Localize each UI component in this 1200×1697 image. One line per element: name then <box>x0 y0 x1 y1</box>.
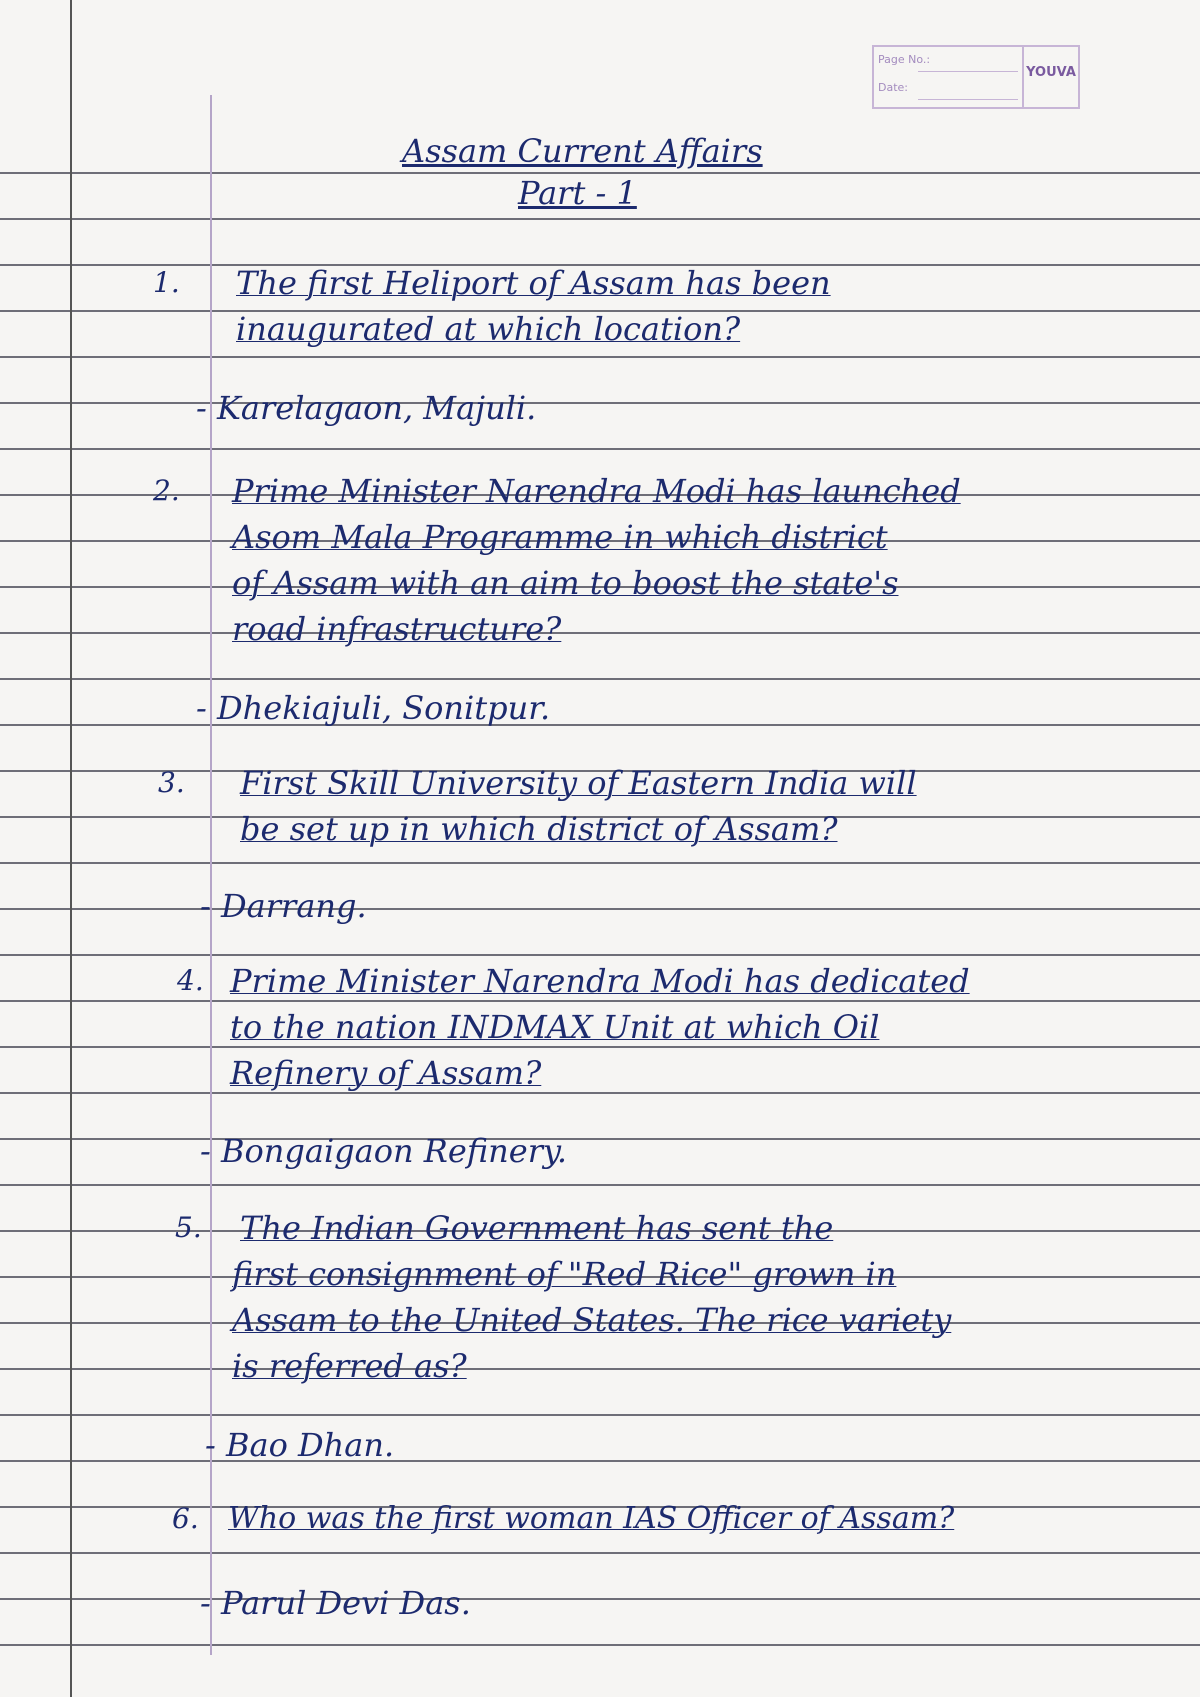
question-line: First Skill University of Eastern India will <box>240 764 917 802</box>
item-number: 2. <box>153 474 180 507</box>
question-line: Prime Minister Narendra Modi has launched <box>232 472 961 510</box>
answer-line: - Bongaigaon Refinery. <box>200 1132 567 1170</box>
page-subtitle: Part - 1 <box>518 174 637 212</box>
date-label: Date: <box>878 81 908 94</box>
question-line: The Indian Government has sent the <box>240 1209 834 1247</box>
page-title: Assam Current Affairs <box>402 132 763 170</box>
question-line: road infrastructure? <box>232 610 562 648</box>
question-line: Prime Minister Narendra Modi has dedicated <box>230 962 970 1000</box>
answer-line: - Karelagaon, Majuli. <box>196 389 537 427</box>
item-number: 6. <box>172 1502 199 1535</box>
page-stamp <box>872 45 1080 109</box>
question-line: The first Heliport of Assam has been <box>236 264 831 302</box>
question-line: be set up in which district of Assam? <box>240 810 838 848</box>
question-line: inaugurated at which location? <box>236 310 741 348</box>
question-line: Assam to the United States. The rice variety <box>232 1301 952 1339</box>
stamp-divider <box>1022 47 1024 107</box>
question-line: Who was the first woman IAS Officer of Assam? <box>228 1501 955 1536</box>
answer-line: - Dhekiajuli, Sonitpur. <box>196 689 551 727</box>
question-line: is referred as? <box>232 1347 467 1385</box>
answer-line: - Bao Dhan. <box>205 1426 395 1464</box>
item-number: 5. <box>175 1211 202 1244</box>
question-line: Asom Mala Programme in which district <box>232 518 888 556</box>
question-line: to the nation INDMAX Unit at which Oil <box>230 1008 880 1046</box>
brand-logo: YOUVA <box>1026 65 1076 80</box>
page-no-label: Page No.: <box>878 53 931 66</box>
item-number: 4. <box>177 964 204 997</box>
item-number: 1. <box>153 266 180 299</box>
question-line: Refinery of Assam? <box>230 1054 542 1092</box>
page-no-rule <box>918 71 1018 72</box>
question-line: of Assam with an aim to boost the state's <box>232 564 899 602</box>
question-line: first consignment of "Red Rice" grown in <box>232 1255 897 1293</box>
binding-edge <box>70 0 72 1697</box>
item-number: 3. <box>158 766 185 799</box>
margin-line <box>210 95 212 1655</box>
answer-line: - Darrang. <box>200 887 367 925</box>
date-rule <box>918 99 1018 100</box>
answer-line: - Parul Devi Das. <box>200 1584 471 1622</box>
